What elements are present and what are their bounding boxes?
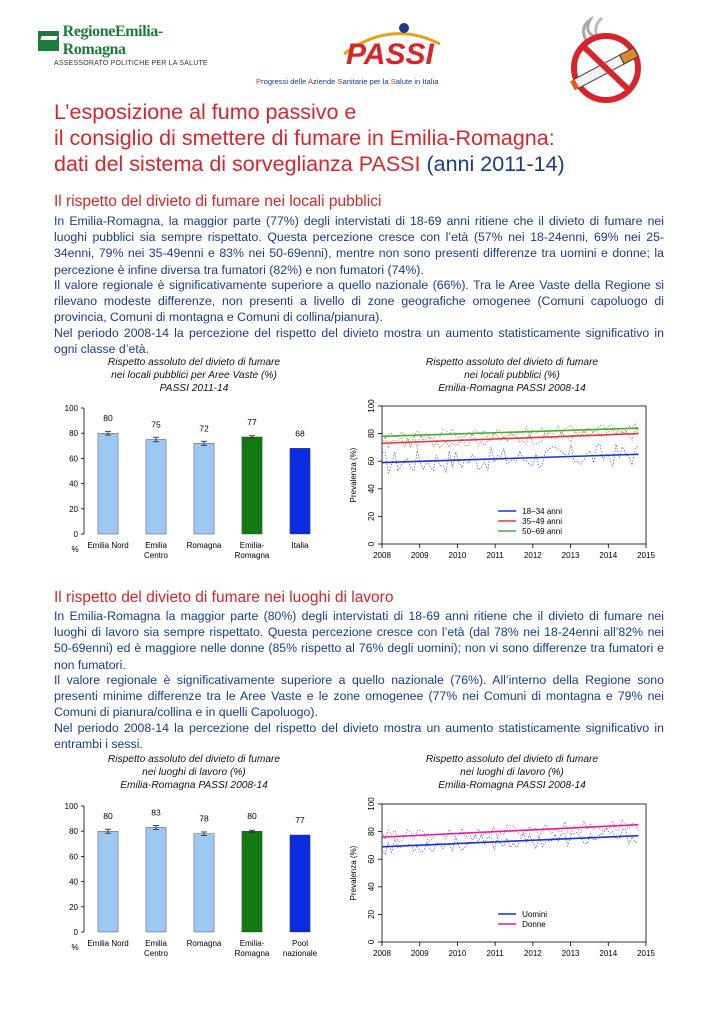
chart-title-line: Emilia-Romagna PASSI 2008-14: [438, 780, 586, 791]
category-label: Pool: [291, 939, 309, 948]
chart-title-line: nei luoghi di lavoro (%): [142, 767, 246, 778]
title-line: il consiglio di smettere di fumare in Emilia-Romagna:: [54, 126, 555, 150]
y-tick-label: 100: [367, 797, 376, 811]
chart-title-line: Emilia-Romagna PASSI 2008-14: [438, 383, 586, 394]
section2-paragraph-2: Il valore regionale è significativamente superiore a quello nazionale (76%). All’interno della Regione sono presenti minime differenze tra le Aree Vaste e le zone omogenee (77% nei Comuni di montagna e 79% nei Comuni di pianura/collina e in quelli Capoluogo).: [54, 673, 664, 720]
tagline-part: rogressi delle: [261, 77, 308, 86]
section1-paragraph-1: In Emilia-Romagna, la maggior parte (77%) degli intervistati di 18-69 anni ritiene che il divieto di fumare nei luoghi pubblici sia sempre rispettato. Questa percezione cresce con l’età (57% nei 18-24enni, 69% nei 25-34enni, 79% nei 35-49enni e 83% nei 50-69enni), mentre non sono presenti differenze tra uomini e donne; la percezione è infine diversa tra fumatori (82%) e non fumatori (74%).: [54, 214, 664, 277]
bar: [146, 827, 166, 932]
bar: [290, 448, 310, 534]
section1-title: Il rispetto del divieto di fumare nei locali pubblici: [54, 193, 382, 210]
x-tick-label: 2013: [561, 551, 580, 560]
bar: [194, 834, 214, 932]
legend-label: 35−49 anni: [522, 517, 562, 526]
series-trend-line: [382, 836, 638, 847]
y-tick-label: 100: [64, 404, 78, 413]
y-tick-label: 100: [367, 399, 376, 413]
y-tick-label: 20: [69, 504, 78, 514]
regione-logo-text: RegioneEmilia-Romagna: [62, 23, 163, 58]
y-tick-label: 100: [64, 802, 78, 811]
data-label: 80: [247, 811, 257, 822]
y-tick-label: 0: [73, 530, 78, 539]
chart1-bar-chart: [60, 396, 330, 576]
chart-title-line: Rispetto assoluto del divieto di fumare: [425, 754, 599, 765]
tagline-part: alute in Italia: [395, 77, 439, 86]
x-tick-label: 2013: [561, 949, 580, 958]
chart4-title: [382, 753, 642, 792]
passi-logo-text: PASSI: [346, 38, 434, 71]
x-tick-label: 2012: [523, 551, 542, 560]
y-tick-label: 20: [367, 909, 376, 919]
x-tick-label: 2009: [410, 949, 429, 958]
assessorato-label: ASSESSORATO POLITICHE PER LA SALUTE: [54, 60, 208, 67]
tagline: [256, 77, 438, 86]
y-tick-label: 0: [73, 928, 78, 937]
bar: [98, 831, 118, 932]
series-trend-line: [382, 454, 638, 462]
page-title: [54, 99, 674, 177]
tagline-part: anitarie per la: [342, 77, 391, 86]
passi-logo: [336, 14, 446, 72]
bar: [242, 437, 262, 534]
chart-title-line: Rispetto assoluto del divieto di fumare: [107, 357, 281, 368]
data-label: 78: [199, 813, 209, 824]
x-tick-label: 2008: [373, 949, 391, 958]
category-label: Emilia Nord: [87, 541, 129, 550]
y-tick-label: 60: [367, 456, 376, 466]
title-line: L’esposizione al fumo passivo e: [54, 100, 357, 124]
section2-title: Il rispetto del divieto di fumare nei luoghi di lavoro: [54, 589, 394, 606]
category-label: Emilia Nord: [87, 939, 129, 948]
regione-mark-icon: [38, 31, 59, 51]
x-tick-label: 2011: [486, 551, 504, 560]
y-tick-label: 40: [367, 882, 376, 892]
y-tick-label: 40: [69, 479, 78, 489]
bar: [290, 835, 310, 932]
chart4-line-chart: [348, 792, 660, 972]
y-tick-label: 80: [69, 429, 78, 439]
legend-label: Donne: [522, 920, 546, 929]
x-tick-label: 2008: [373, 551, 391, 560]
category-label: nazionale: [282, 949, 318, 958]
y-tick-label: 20: [367, 511, 376, 521]
category-label: Romagna: [186, 939, 222, 948]
x-tick-label: 2009: [410, 551, 429, 560]
unit-label: %: [71, 545, 79, 554]
chart-title-line: Emilia-Romagna PASSI 2008-14: [120, 780, 268, 791]
category-label: Romagna: [234, 551, 270, 560]
bar: [194, 443, 214, 534]
category-label: Emilia: [145, 541, 167, 550]
data-label: 77: [247, 416, 257, 427]
x-tick-label: 2015: [637, 949, 655, 958]
chart3-title: [64, 753, 324, 792]
chart-title-line: nei locali pubblici per Aree Vaste (%): [111, 370, 277, 381]
section1-paragraph-2: Il valore regionale è significativamente superiore a quello nazionale (66%). Tra le Aree Vaste della Regione si rilevano modeste differenze, non presenti a livello di zone geografiche omogenee (Comuni capoluogo di provincia, Comuni di montagna e Comuni di collina/pianura).: [54, 278, 664, 325]
chart-title-line: Rispetto assoluto del divieto di fumare: [107, 754, 281, 765]
category-label: Italia: [291, 541, 309, 550]
x-tick-label: 2014: [599, 551, 618, 560]
tagline-part: S: [337, 77, 343, 86]
x-tick-label: 2010: [448, 551, 467, 560]
data-label: 77: [295, 814, 305, 825]
no-smoking-icon: [558, 14, 648, 106]
title-years: (anni 2011-14): [420, 152, 565, 176]
passi-dot-icon: [399, 23, 409, 33]
section1-paragraph-3: Nel periodo 2008-14 la percezione del rispetto del divieto mostra un aumento statisticamente significativo in ogni classe d’età.: [54, 326, 664, 357]
y-axis-label: Prevalenza (%): [349, 845, 358, 901]
section2-paragraph-3: Nel periodo 2008-14 la percezione del rispetto del divieto mostra un aumento statisticamente significativo in entrambi i sessi.: [54, 721, 664, 752]
bar: [98, 433, 118, 534]
section2-paragraph-1: In Emilia-Romagna la maggior parte (80%) degli intervistati di 18-69 anni ritiene che il divieto di fumare nei luoghi di lavoro sia sempre rispettato. Questa percezione cresce con l’età (dal 78% nei 18-24enni all’82% nei 50-69enni) ed è maggiore nelle donne (85% rispetto al 76% degli uomini); non vi sono differenze tra fumatori e non fumatori.: [54, 609, 664, 672]
category-label: Romagna: [234, 949, 270, 958]
tagline-part: S: [390, 77, 396, 86]
x-tick-label: 2011: [486, 949, 504, 958]
x-tick-label: 2015: [637, 551, 655, 560]
x-tick-label: 2014: [599, 949, 618, 958]
tagline-part: A: [307, 77, 314, 86]
tagline-part: P: [256, 77, 262, 86]
category-label: Emilia-: [239, 939, 265, 948]
chart-title-line: nei locali pubblici (%): [464, 370, 560, 381]
y-tick-label: 80: [367, 429, 376, 439]
y-tick-label: 60: [69, 454, 78, 464]
category-label: Emilia-: [239, 541, 265, 550]
data-label: 80: [103, 811, 113, 822]
category-label: Romagna: [186, 541, 222, 550]
chart-title-line: PASSI 2011-14: [159, 383, 229, 394]
bar: [146, 440, 166, 535]
bar: [242, 831, 262, 932]
regione-logo: [38, 23, 216, 58]
chart-title-line: Rispetto assoluto del divieto di fumare: [425, 357, 599, 368]
y-tick-label: 60: [69, 852, 78, 862]
y-tick-label: 0: [367, 939, 376, 945]
y-tick-label: 60: [367, 854, 376, 864]
chart-title-line: nei luoghi di lavoro (%): [460, 767, 564, 778]
category-label: Centro: [143, 949, 169, 958]
y-tick-label: 40: [69, 877, 78, 887]
chart2-line-chart: [348, 394, 660, 574]
y-tick-label: 80: [69, 827, 78, 837]
unit-label: %: [71, 943, 79, 952]
chart2-title: [382, 356, 642, 395]
legend-label: 18−34 anni: [522, 507, 562, 516]
tagline-part: ziende: [313, 77, 338, 86]
category-label: Centro: [143, 551, 169, 560]
x-tick-label: 2012: [523, 949, 542, 958]
data-label: 75: [151, 419, 161, 430]
legend-label: 50−69 anni: [522, 527, 562, 536]
x-tick-label: 2010: [448, 949, 467, 958]
data-label: 80: [103, 413, 113, 424]
data-label: 72: [199, 423, 209, 434]
y-tick-label: 0: [367, 541, 376, 547]
data-label: 68: [295, 428, 305, 439]
title-line: [54, 151, 674, 177]
plot-frame: [382, 804, 646, 942]
y-tick-label: 80: [367, 827, 376, 837]
legend-label: Uomini: [522, 910, 548, 919]
y-axis-label: Prevalenza (%): [349, 447, 358, 503]
chart3-bar-chart: [60, 794, 330, 974]
title-text: dati del sistema di sorveglianza PASSI: [54, 152, 421, 176]
chart1-title: [64, 356, 324, 395]
plot-frame: [382, 406, 646, 544]
y-tick-label: 40: [367, 484, 376, 494]
y-tick-label: 20: [69, 902, 78, 912]
category-label: Emilia: [145, 939, 167, 948]
data-label: 83: [151, 807, 161, 818]
